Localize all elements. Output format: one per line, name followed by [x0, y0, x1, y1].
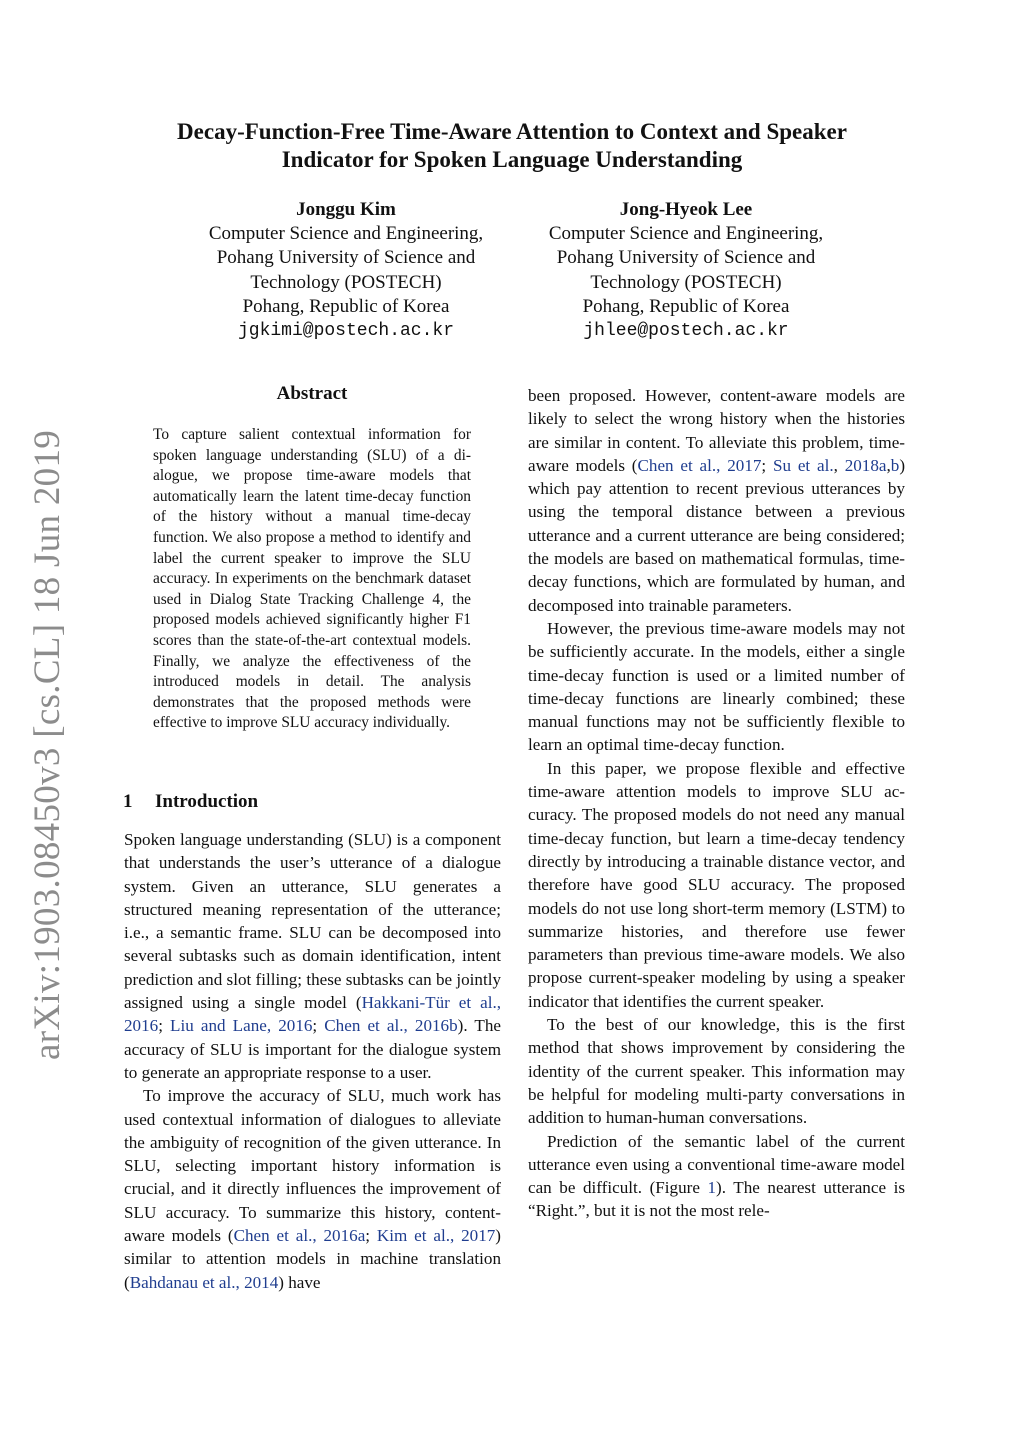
paper-title: [100, 118, 924, 174]
section-title: Introduction: [155, 791, 259, 812]
author-univ: Technology (POSTECH): [250, 271, 442, 293]
citation-link[interactable]: Bahdanau et al., 2014: [129, 1272, 279, 1292]
author-email: jhlee@postech.ac.kr: [583, 321, 789, 342]
author-block-1: [176, 198, 516, 343]
section-heading: [123, 791, 258, 813]
author-location: Pohang, Republic of Korea: [582, 295, 790, 317]
paragraph: However, the previous time-aware models may not be sufficiently accurate. In the models, either a single time-decay function is used or a limited number of time-decay functions are linearly combined; these manual functions may not be sufficiently flexible to learn an optimal time-decay function.: [528, 618, 905, 755]
citation-link[interactable]: Hakkani-Tür et al., 2016: [124, 993, 501, 1036]
right-column: [528, 384, 905, 1223]
citation-link[interactable]: 2018a: [844, 455, 887, 475]
citation-link[interactable]: Chen et al., 2016a: [233, 1226, 366, 1246]
author-location: Pohang, Republic of Korea: [242, 295, 450, 317]
author-email: jgkimi@postech.ac.kr: [237, 321, 455, 342]
citation-link[interactable]: b: [890, 455, 900, 475]
paragraph: Spoken language understanding (SLU) is a component that understands the user’s utterance of a dialogue system. Given an utterance, SLU generates a structured meaning representation of the utterance; i.e., a semantic frame. SLU can be decomposed into several subtasks such as domain identification, intent prediction and slot filling; these subtasks can be jointly assigned using a single model (Hakkani-Tür et al., 2016; Liu and Lane, 2016; Chen et al., 2016b). The accuracy of SLU is important for the dialogue system to generate an appropriate response to a user.: [124, 830, 501, 1082]
author-univ: Technology (POSTECH): [590, 271, 782, 293]
citation-link[interactable]: Chen et al., 2017: [637, 455, 762, 475]
section-number: 1: [123, 791, 133, 812]
citation-link[interactable]: Su et al.: [772, 455, 834, 475]
citation-link[interactable]: Kim et al., 2017: [376, 1226, 496, 1246]
author-univ: Pohang University of Science and: [216, 247, 476, 269]
author-dept: Computer Science and Engineering,: [548, 223, 824, 245]
figure-link[interactable]: 1: [707, 1178, 717, 1198]
author-name: Jonggu Kim: [296, 199, 396, 220]
title-line-1: Decay-Function-Free Time-Aware Attention to Context and Speaker: [177, 119, 847, 144]
author-dept: Computer Science and Engineering,: [208, 223, 484, 245]
citation-link[interactable]: Liu and Lane, 2016: [170, 1016, 313, 1036]
left-column: [124, 828, 501, 1294]
abstract-text: To capture salient contextual information for spoken language understanding (SLU) of a dialogue, we propose time-aware models that automatically learn the latent time-decay function of the history without a manual time-decay function. We also propose a method to identify and label the current speaker to improve the SLU accuracy. In experiments on the benchmark dataset used in Dialog State Tracking Challenge 4, the proposed models achieved significantly higher F1 scores than the state-of-the-art contextual models. Finally, we analyze the effectiveness of the introduced models in detail. The analysis demonstrates that the proposed methods were effective to improve SLU accuracy individually.: [153, 426, 471, 732]
paragraph: been proposed. However, content-aware models are likely to select the wrong history when the histories are similar in content. To alleviate this problem, time-aware models (Chen et al., 2017; Su et al., 2018a,b) which pay attention to recent previous utterances by using the temporal distance between a previous utterance and a current utterance are being considered; the models are based on mathematical formulas, time-decay functions, which are formulated by human, and decomposed into trainable parameters.: [528, 386, 906, 615]
paragraph: To improve the accuracy of SLU, much work has used contextual information of dialogues to alleviate the ambiguity of recognition of the given utterance. In SLU, selecting important history information is crucial, and it directly influences the improvement of SLU accuracy. To summarize this history, content-aware models (Chen et al., 2016a; Kim et al., 2017) similar to attention models in machine translation (Bahdanau et al., 2014) have: [124, 1086, 501, 1292]
paragraph: To the best of our knowledge, this is the first method that shows improvement by considering the identity of the current speaker. This information may be helpful for modeling multi-party conversations in addition to human-human conversations.: [528, 1015, 905, 1128]
citation-link[interactable]: Chen et al., 2016b: [324, 1016, 458, 1036]
abstract-heading: Abstract: [276, 383, 348, 404]
title-line-2: Indicator for Spoken Language Understanding: [281, 147, 743, 172]
author-univ: Pohang University of Science and: [556, 247, 816, 269]
paragraph: Prediction of the semantic label of the current utterance even using a conventional time-aware model can be difficult. (Figure 1). The nearest utterance is “Right.”, but it is not the most rele-: [528, 1131, 906, 1221]
author-block-2: [516, 198, 856, 343]
arxiv-stamp: arXiv:1903.08450v3 [cs.CL] 18 Jun 2019: [27, 429, 68, 1060]
paragraph: In this paper, we propose flexible and effective time-aware attention models to improve SLU accuracy. The proposed models do not need any manual time-decay function, but learn a time-decay tendency directly by introducing a trainable distance vector, and therefore have good SLU accuracy. The proposed models do not use long short-term memory (LSTM) to summarize histories, and therefore use fewer parameters than previous time-aware models. We also propose current-speaker modeling by using a speaker indicator that identifies the current speaker.: [528, 758, 905, 1011]
author-name: Jong-Hyeok Lee: [619, 199, 753, 220]
